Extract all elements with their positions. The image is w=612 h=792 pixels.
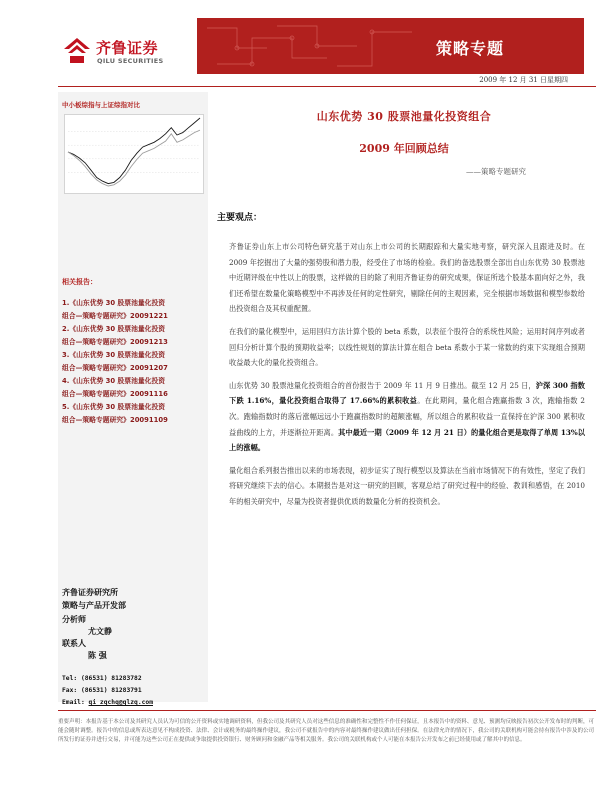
header-divider	[58, 86, 596, 87]
org-name: 齐鲁证券研究所	[62, 588, 118, 597]
logo-text-en: QILU SECURITIES	[97, 57, 164, 65]
report-type-banner	[197, 18, 584, 74]
fax-number: Fax: (86531) 81283791	[62, 687, 142, 694]
body-paragraph: 在我们的量化模型中，运用回归方法计算个股的 beta 系数，以表征个股符合的系统性风险；运用时间序列或者回归分析计算个股的预期收益率；以线性规划的算法计算在组合 beta 系数小于某一常数的约束下实现组合预期收益最大化的量化投资组合。	[229, 326, 585, 368]
related-report-line2: 组合—策略专题研究》20091116	[62, 390, 168, 398]
related-report-line2: 组合—策略专题研究》20091221	[62, 312, 168, 320]
banner-pattern	[197, 18, 427, 74]
company-logo	[62, 34, 192, 74]
contact-info	[62, 673, 153, 709]
logo-text-cn: 齐鲁证券	[96, 39, 159, 57]
related-report-line2: 组合—策略专题研究》20091207	[62, 364, 168, 372]
disclaimer: 重要声明：本报告基于本公司及其研究人员认为可信的公开资料或实地调研资料，但我公司及其研究人员对这些信息的准确性和完整性不作任何保证，且本报告中的资料、意见、预测均反映报告初次公开发布时的判断，可能会随时调整。报告中的信息或所表达意见不构成投资、法律、会计或税务的最终操作建议，我公司不就报告中的内容对最终操作建议做出任何担保。在法律允许的情况下，我公司的关联机构可能会持有报告中涉及的公司所发行的证券并进行交易，并可能为这些公司正在提供或争取提供投资银行、财务顾问和金融产品等相关服务。我公司的关联机构或个人可能在本报告公开发布之前已经使用或了解其中的信息。	[58, 719, 594, 743]
email-row	[62, 697, 153, 709]
report-byline: ——策略专题研究	[466, 167, 526, 176]
report-body	[229, 239, 585, 517]
banner-title: 策略专题	[435, 39, 504, 58]
report-date: 2009 年 12 月 31 日星期四	[479, 76, 568, 84]
report-header	[0, 0, 612, 88]
email-label: Email:	[62, 699, 89, 706]
author-block	[62, 614, 112, 662]
related-report-item[interactable]	[62, 375, 206, 401]
highlight-text: 沪深 300 指数下跌 1.16%，量化投资组合取得了 17.66%的累积收益	[229, 380, 585, 406]
index-comparison-chart	[64, 114, 204, 194]
chart-frame	[65, 115, 204, 194]
paragraph-text: 山东优势 30 股票池量化投资组合的首份报告于 2009 年 11 月 9 日推出。截至 12 月 25 日，	[229, 380, 536, 390]
related-report-line2: 组合—策略专题研究》20091109	[62, 416, 168, 424]
footer-divider	[58, 710, 596, 711]
related-reports-list	[62, 297, 206, 427]
related-report-item[interactable]	[62, 349, 206, 375]
report-title: 山东优势 30 股票池量化投资组合	[316, 110, 492, 123]
highlight-text: 其中最近一期（2009 年 12 月 21 日）的量化组合更是取得了单周 13%以上的涨幅。	[229, 427, 585, 453]
analyst-name: 尤文静	[88, 627, 112, 636]
email-link[interactable]: qi_zqchq@qlzq.com	[88, 699, 153, 706]
body-paragraph	[229, 378, 585, 456]
key-points-heading: 主要观点：	[217, 213, 263, 223]
analyst-label: 分析师	[62, 615, 86, 624]
related-report-item[interactable]	[62, 297, 206, 323]
dept-name: 策略与产品开发部	[62, 601, 126, 610]
contact-name: 陈 强	[88, 651, 107, 660]
contact-label: 联系人	[62, 639, 86, 648]
related-report-item[interactable]	[62, 401, 206, 427]
paragraph-text: 。在此期间，量化组合跑赢指数 3 次，跑输指数 2 次。跑输指数时的落后涨幅远远小于跑赢指数时的超额涨幅，所以组合的累积收益一直保持在沪深 300 累积收益曲线的上方，并逐渐拉开距离。	[229, 396, 585, 437]
related-report-item[interactable]	[62, 323, 206, 349]
body-paragraph: 齐鲁证券山东上市公司特色研究基于对山东上市公司的长期跟踪和大量实地考察，研究深入且跟进及时。在 2009 年挖掘出了大量的强势股和潜力股，经受住了市场的检验。我们的备选股票全部出自山东优势 30 股票池中近期评级在中性以上的股票，这样做的目的除了利用齐鲁证券的研究成果，保证所选个股基本面向好之外，我们还希望在数量化策略模型中不再涉及任何的定性研究，剔除任何的主观因素，完全根据市场数据和模型参数给出投资组合及其权重配置。	[229, 242, 585, 314]
related-report-line1: 4.《山东优势 30 股票池量化投资	[62, 377, 166, 385]
body-paragraph: 量化组合系列报告推出以来的市场表现，初步证实了现行模型以及算法在当前市场情况下的有效性，坚定了我们将研究继续下去的信心。本期报告是对这一研究的回顾，客观总结了研究过程中的经验、教训和感悟，在 2010 年的相关研究中，尽量为投资者提供优质的数量化分析的投资机会。	[229, 465, 585, 506]
sidebar	[58, 92, 208, 706]
related-report-line1: 3.《山东优势 30 股票池量化投资	[62, 351, 166, 359]
report-subtitle: 2009 年回顾总结	[359, 142, 449, 155]
related-report-line1: 5.《山东优势 30 股票池量化投资	[62, 403, 166, 411]
research-org	[62, 586, 126, 612]
qilu-logo-icon	[62, 36, 92, 66]
tel-number: Tel: (86531) 81283782	[62, 675, 142, 682]
related-report-line1: 1.《山东优势 30 股票池量化投资	[62, 299, 166, 307]
related-reports-title: 相关报告：	[62, 278, 97, 286]
chart-title: 中小板综指与上证综指对比	[62, 101, 140, 109]
related-report-line2: 组合—策略专题研究》20091213	[62, 338, 168, 346]
related-report-line1: 2.《山东优势 30 股票池量化投资	[62, 325, 166, 333]
